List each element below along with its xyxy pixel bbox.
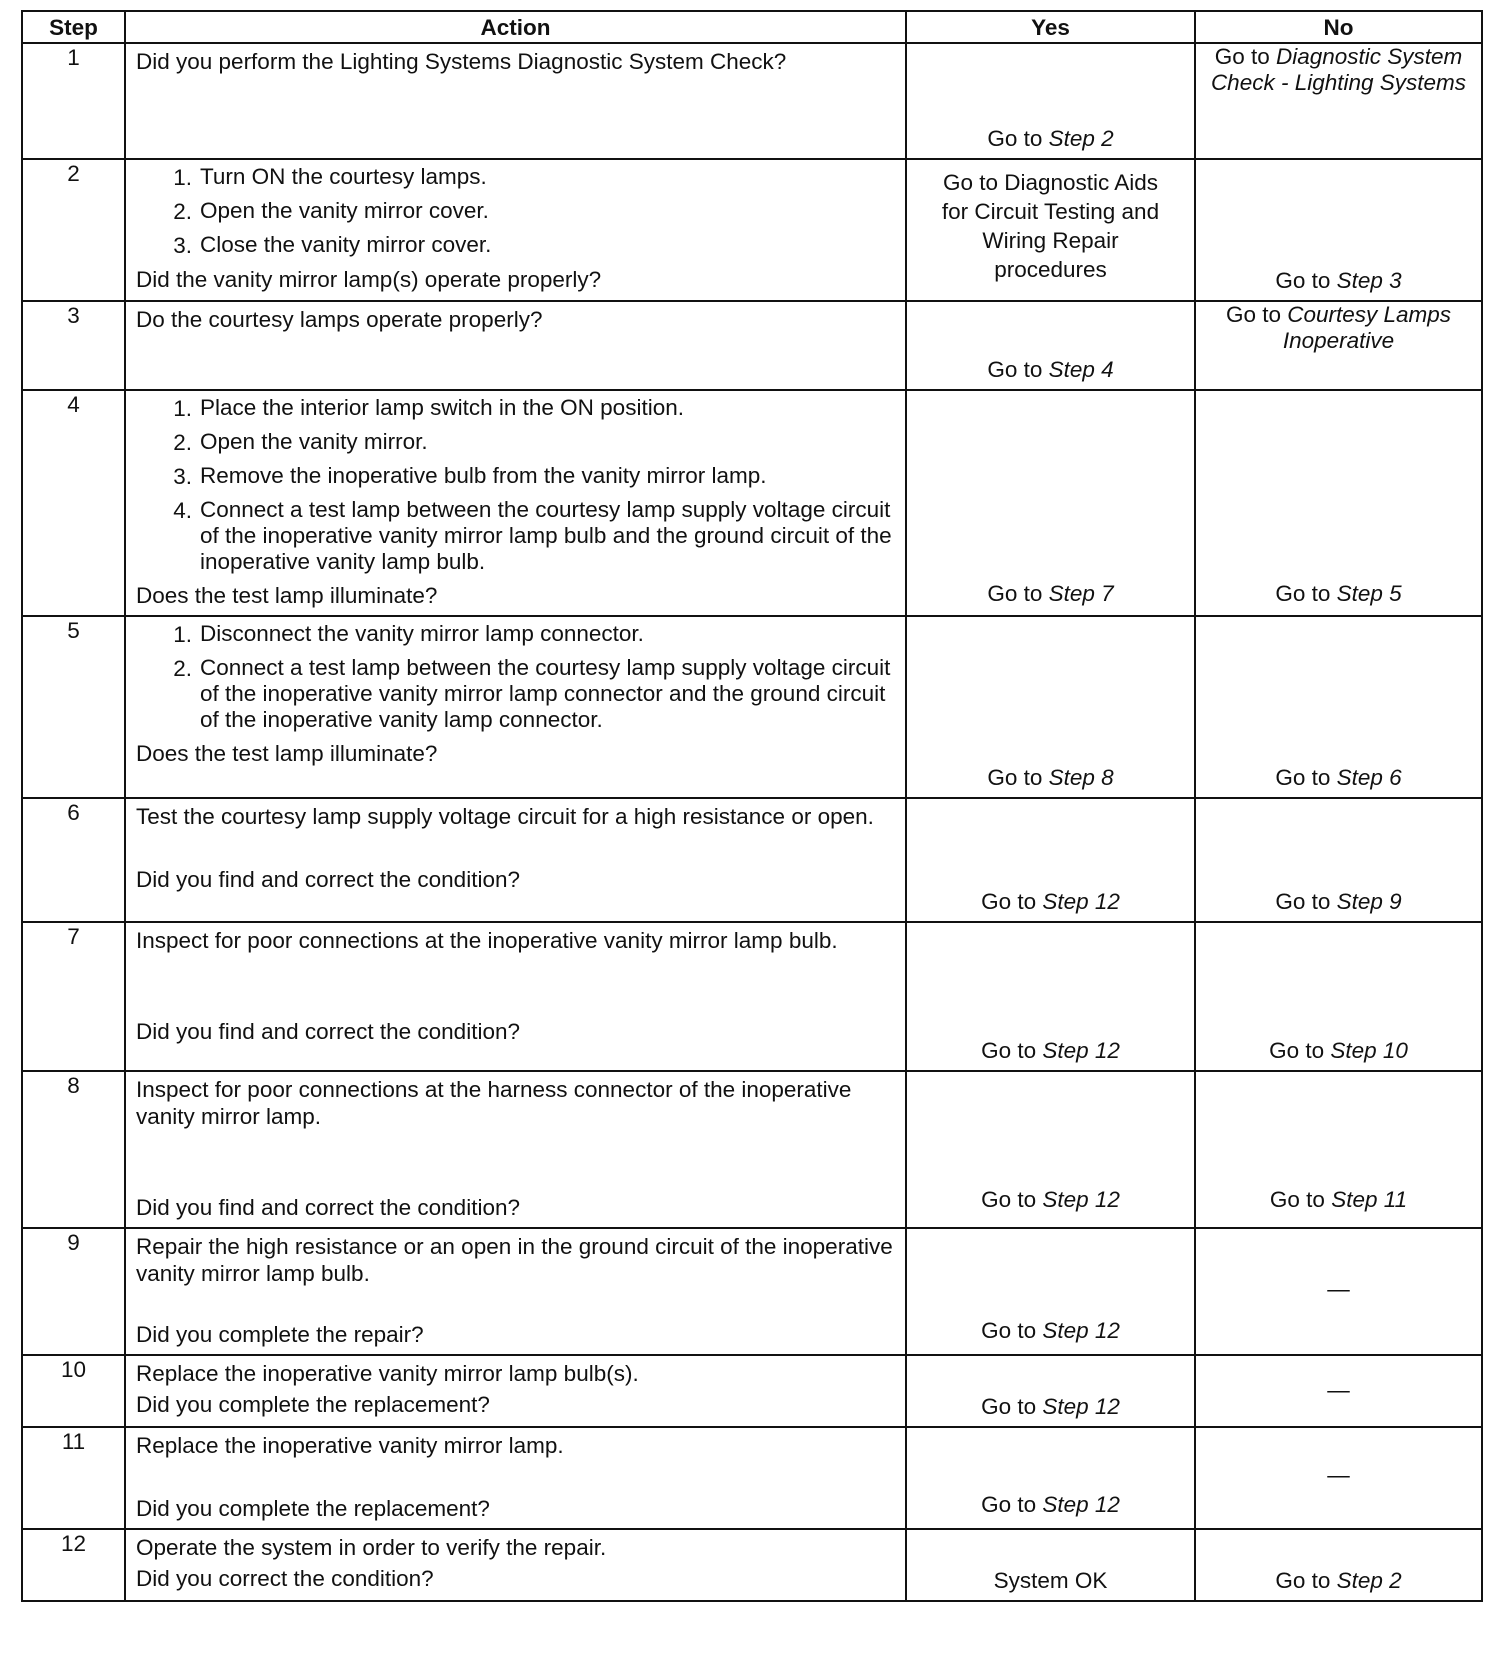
action-lead: Inspect for poor connections at the inoperative vanity mirror lamp bulb. [136, 928, 838, 953]
yes-step-reference: Step 4 [1048, 357, 1114, 382]
no-cell [1195, 1355, 1482, 1427]
table-row [22, 1228, 1482, 1355]
yes-result [907, 160, 1194, 298]
action-cell [125, 798, 906, 922]
action-question: Does the test lamp illuminate? [136, 583, 438, 608]
yes-cell [906, 159, 1195, 301]
no-result-text [1196, 1377, 1481, 1404]
action-content [126, 799, 905, 899]
list-item-text: Connect a test lamp between the courtesy lamp supply voltage circuit of the inoperative vanity mirror lamp connector and the ground circuit of the inoperative vanity lamp connector. [200, 655, 891, 732]
no-dash: — [1327, 1377, 1350, 1403]
action-cell [125, 390, 906, 616]
no-result [1196, 1428, 1481, 1522]
list-item-number: 3. [173, 464, 192, 489]
list-item [136, 232, 897, 259]
list-item-number: 4. [173, 498, 192, 523]
no-prefix: Go to [1269, 1187, 1325, 1212]
list-item [136, 497, 897, 575]
action-content [126, 1428, 905, 1528]
action-cell [125, 301, 906, 390]
action-question: Did you complete the repair? [136, 1322, 424, 1347]
no-result-text [1196, 888, 1481, 915]
no-cell [1195, 301, 1482, 390]
table-row [22, 1529, 1482, 1601]
no-step-reference: Step 3 [1336, 268, 1402, 293]
action-question: Did you complete the replacement? [136, 1392, 490, 1417]
action-lead: Repair the high resistance or an open in the ground circuit of the inoperative vanity mirror lamp bulb. [136, 1234, 893, 1286]
step-number: 7 [22, 922, 125, 1071]
yes-result [907, 302, 1194, 387]
table-row [22, 390, 1482, 616]
list-item-text: Open the vanity mirror. [200, 429, 428, 454]
no-cell [1195, 1071, 1482, 1228]
yes-step-reference: Step 12 [1042, 1318, 1120, 1343]
action-content [126, 1530, 905, 1598]
no-prefix: Go to [1225, 302, 1281, 327]
action-steps [136, 621, 897, 733]
list-item-number: 2. [173, 656, 192, 681]
action-content [126, 160, 905, 299]
no-cell [1195, 1427, 1482, 1529]
yes-cell [906, 1355, 1195, 1427]
action-content [126, 44, 905, 81]
no-result [1196, 1229, 1481, 1348]
list-item-number: 2. [173, 430, 192, 455]
action-cell [125, 1355, 906, 1427]
list-item-text: Turn ON the courtesy lamps. [200, 164, 487, 189]
yes-result [907, 1229, 1194, 1348]
list-item-number: 2. [173, 199, 192, 224]
action-content [126, 1356, 905, 1424]
table-row [22, 159, 1482, 301]
list-item [136, 463, 897, 490]
action-cell [125, 1427, 906, 1529]
no-result-text [1196, 1037, 1481, 1064]
table-row [22, 1071, 1482, 1228]
no-dash: — [1327, 1462, 1350, 1488]
list-item [136, 198, 897, 225]
action-question: Did you find and correct the condition? [136, 1195, 520, 1220]
step-number: 3 [22, 301, 125, 390]
table-row [22, 43, 1482, 159]
no-prefix: Go to [1269, 1038, 1325, 1063]
table-row [22, 301, 1482, 390]
table-row [22, 1427, 1482, 1529]
no-result-text [1196, 1275, 1481, 1302]
no-result-text [1196, 267, 1481, 294]
table-row [22, 616, 1482, 798]
yes-result-text [907, 1491, 1194, 1518]
yes-result-text [907, 580, 1194, 607]
no-cell [1195, 1529, 1482, 1601]
yes-step-reference: Step 12 [1042, 1492, 1120, 1517]
list-item [136, 164, 897, 191]
no-result [1196, 1530, 1481, 1598]
yes-cell [906, 43, 1195, 159]
action-cell [125, 43, 906, 159]
action-lead: Inspect for poor connections at the harness connector of the inoperative vanity mirror lamp. [136, 1077, 852, 1129]
yes-result-text [907, 888, 1194, 915]
yes-result-text [907, 160, 1194, 284]
yes-cell [906, 1228, 1195, 1355]
step-number: 8 [22, 1071, 125, 1228]
step-number: 10 [22, 1355, 125, 1427]
header-step: Step [22, 11, 125, 43]
no-result-text [1196, 1567, 1481, 1594]
yes-prefix: Go to [987, 357, 1043, 382]
yes-prefix: Go to [981, 1187, 1037, 1212]
list-item [136, 621, 897, 648]
action-lead: Did you perform the Lighting Systems Diagnostic System Check? [136, 49, 787, 74]
no-prefix: Go to [1275, 889, 1331, 914]
list-item-text: Place the interior lamp switch in the ON position. [200, 395, 684, 420]
no-result-text [1196, 1462, 1481, 1489]
step-number: 9 [22, 1228, 125, 1355]
header-action: Action [125, 11, 906, 43]
yes-cell [906, 616, 1195, 798]
yes-prefix: Go to [987, 126, 1043, 151]
no-result [1196, 617, 1481, 795]
table-row [22, 1355, 1482, 1427]
no-cell [1195, 390, 1482, 616]
no-result [1196, 302, 1481, 387]
diagnostic-table [21, 10, 1483, 1602]
yes-step-reference: Step 7 [1048, 581, 1114, 606]
no-dash: — [1327, 1276, 1350, 1301]
step-number: 12 [22, 1529, 125, 1601]
yes-cell [906, 1071, 1195, 1228]
list-item-text: Remove the inoperative bulb from the vanity mirror lamp. [200, 463, 767, 488]
no-prefix: Go to [1275, 1568, 1331, 1593]
yes-prefix: Go to [981, 889, 1037, 914]
list-item-text: Connect a test lamp between the courtesy lamp supply voltage circuit of the inoperative vanity mirror lamp bulb and the ground circuit of the inoperative vanity lamp bulb. [200, 497, 892, 574]
action-cell [125, 1071, 906, 1228]
action-content [126, 923, 905, 1051]
no-result-text [1196, 580, 1481, 607]
no-result [1196, 44, 1481, 156]
yes-cell [906, 390, 1195, 616]
no-step-reference: Step 9 [1336, 889, 1402, 914]
step-number: 2 [22, 159, 125, 301]
list-item [136, 655, 897, 733]
yes-text: Go to Diagnostic Aids for Circuit Testing and Wiring Repair procedures [941, 170, 1160, 282]
action-question: Did you find and correct the condition? [136, 867, 520, 892]
no-result [1196, 799, 1481, 919]
yes-step-reference: Step 12 [1042, 889, 1120, 914]
action-cell [125, 1228, 906, 1355]
table-row [22, 922, 1482, 1071]
action-lead: Replace the inoperative vanity mirror lamp. [136, 1433, 564, 1458]
no-cell [1195, 798, 1482, 922]
yes-result [907, 617, 1194, 795]
no-cell [1195, 922, 1482, 1071]
yes-result [907, 1428, 1194, 1522]
list-item-number: 1. [173, 165, 192, 190]
no-result-text [1196, 764, 1481, 791]
action-content [126, 617, 905, 773]
yes-result-text [907, 1567, 1194, 1594]
action-content [126, 1229, 905, 1354]
yes-result-text [907, 1317, 1194, 1344]
action-lead: Operate the system in order to verify the repair. [136, 1535, 607, 1560]
no-prefix: Go to [1275, 268, 1331, 293]
yes-result-text [907, 125, 1194, 152]
action-lead: Replace the inoperative vanity mirror lamp bulb(s). [136, 1361, 639, 1386]
list-item [136, 395, 897, 422]
action-cell [125, 1529, 906, 1601]
yes-prefix: Go to [981, 1492, 1037, 1517]
no-result [1196, 160, 1481, 298]
action-content [126, 302, 905, 339]
table-row [22, 798, 1482, 922]
list-item-text: Open the vanity mirror cover. [200, 198, 489, 223]
yes-result [907, 1356, 1194, 1424]
yes-prefix: Go to [981, 1038, 1037, 1063]
no-step-reference: Diagnostic System Check - Lighting Systems [1210, 44, 1467, 95]
no-cell [1195, 43, 1482, 159]
no-cell [1195, 159, 1482, 301]
step-number: 6 [22, 798, 125, 922]
yes-step-reference: Step 2 [1048, 126, 1114, 151]
no-step-reference: Step 6 [1336, 765, 1402, 790]
yes-result [907, 44, 1194, 156]
no-result [1196, 1356, 1481, 1424]
list-item-number: 3. [173, 233, 192, 258]
action-cell [125, 922, 906, 1071]
action-lead: Test the courtesy lamp supply voltage circuit for a high resistance or open. [136, 804, 874, 829]
yes-cell [906, 922, 1195, 1071]
no-result-text [1196, 44, 1481, 96]
yes-result-text [907, 356, 1194, 383]
yes-prefix: Go to [987, 765, 1043, 790]
no-cell [1195, 1228, 1482, 1355]
header-yes: Yes [906, 11, 1195, 43]
no-step-reference: Step 5 [1336, 581, 1402, 606]
action-steps [136, 164, 897, 259]
action-steps [136, 395, 897, 575]
yes-result [907, 799, 1194, 919]
yes-step-reference: Step 12 [1042, 1187, 1120, 1212]
action-content [126, 1072, 905, 1227]
step-number: 1 [22, 43, 125, 159]
header-row [22, 11, 1482, 43]
yes-step-reference: Step 12 [1042, 1038, 1120, 1063]
yes-step-reference: Step 8 [1048, 765, 1114, 790]
action-question: Did you complete the replacement? [136, 1496, 490, 1521]
step-number: 5 [22, 616, 125, 798]
no-step-reference: Step 11 [1331, 1187, 1408, 1212]
yes-cell [906, 1427, 1195, 1529]
step-number: 4 [22, 390, 125, 616]
no-result [1196, 923, 1481, 1068]
action-cell [125, 616, 906, 798]
yes-text: System OK [993, 1568, 1108, 1593]
no-prefix: Go to [1275, 765, 1331, 790]
action-question: Did you find and correct the condition? [136, 1019, 520, 1044]
yes-prefix: Go to [981, 1318, 1037, 1343]
no-result [1196, 1072, 1481, 1217]
list-item [136, 429, 897, 456]
yes-result [907, 1530, 1194, 1598]
action-question: Did you correct the condition? [136, 1566, 434, 1591]
no-step-reference: Step 10 [1330, 1038, 1408, 1063]
action-question: Does the test lamp illuminate? [136, 741, 438, 766]
action-lead: Do the courtesy lamps operate properly? [136, 307, 543, 332]
yes-cell [906, 1529, 1195, 1601]
no-step-reference: Courtesy Lamps Inoperative [1282, 302, 1452, 353]
yes-step-reference: Step 12 [1042, 1394, 1120, 1419]
list-item-number: 1. [173, 622, 192, 647]
yes-result-text [907, 764, 1194, 791]
no-step-reference: Step 2 [1336, 1568, 1402, 1593]
yes-cell [906, 798, 1195, 922]
no-cell [1195, 616, 1482, 798]
no-result [1196, 391, 1481, 611]
yes-result [907, 1072, 1194, 1217]
yes-result-text [907, 1037, 1194, 1064]
yes-result [907, 391, 1194, 611]
yes-result-text [907, 1186, 1194, 1213]
step-number: 11 [22, 1427, 125, 1529]
no-prefix: Go to [1214, 44, 1270, 69]
yes-prefix: Go to [981, 1394, 1037, 1419]
no-result-text [1196, 302, 1481, 354]
list-item-text: Close the vanity mirror cover. [200, 232, 492, 257]
no-result-text [1196, 1186, 1481, 1213]
yes-cell [906, 301, 1195, 390]
yes-result [907, 923, 1194, 1068]
header-no: No [1195, 11, 1482, 43]
list-item-text: Disconnect the vanity mirror lamp connector. [200, 621, 644, 646]
yes-result-text [907, 1393, 1194, 1420]
yes-prefix: Go to [987, 581, 1043, 606]
action-cell [125, 159, 906, 301]
list-item-number: 1. [173, 396, 192, 421]
no-prefix: Go to [1275, 581, 1331, 606]
action-question: Did the vanity mirror lamp(s) operate properly? [136, 267, 602, 292]
action-content [126, 391, 905, 615]
